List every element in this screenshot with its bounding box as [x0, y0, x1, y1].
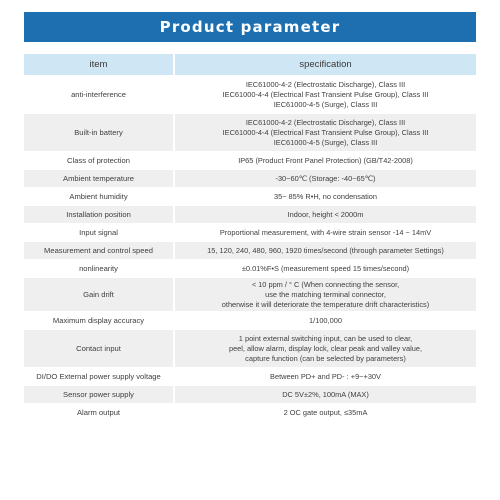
specification-line: 15, 120, 240, 480, 960, 1920 times/second (through parameter Settings): [207, 245, 444, 255]
specification-line: DC 5V±2%, 100mA (MAX): [282, 389, 369, 399]
table-row: [24, 312, 476, 330]
table-row: [24, 188, 476, 206]
specification-line: ±0.01%F•S (measurement speed 15 times/second): [241, 263, 410, 273]
item-cell: Alarm output: [24, 404, 174, 422]
specification-line: IEC61000-4-2 (Electrostatic Discharge), Class III: [245, 117, 406, 127]
item-cell: Input signal: [24, 224, 174, 242]
table-row: [24, 386, 476, 404]
item-cell: Contact input: [24, 330, 174, 368]
table-row: [24, 260, 476, 278]
specification-cell: [174, 170, 476, 188]
specification-line: capture function (can be selected by parameters): [245, 353, 406, 363]
table-row: [24, 76, 476, 114]
specification-line: IEC61000-4-5 (Surge), Class III: [273, 99, 378, 109]
item-cell: nonlinearity: [24, 260, 174, 278]
specification-line: < 10 ppm / ° C (When connecting the sensor,: [251, 279, 400, 289]
item-cell: Measurement and control speed: [24, 242, 174, 260]
specification-line: peel, allow alarm, display lock, clear peak and valley value,: [228, 343, 423, 353]
specification-line: IEC61000-4-5 (Surge), Class III: [273, 137, 378, 147]
specification-cell: [174, 404, 476, 422]
specification-cell: [174, 242, 476, 260]
specification-cell: [174, 330, 476, 368]
item-cell: Ambient humidity: [24, 188, 174, 206]
specification-cell: [174, 278, 476, 312]
item-cell: anti-interference: [24, 76, 174, 114]
specification-line: -30~60℃ (Storage: -40~65℃): [275, 173, 376, 183]
specification-cell: [174, 386, 476, 404]
specification-line: IEC61000-4-2 (Electrostatic Discharge), Class III: [245, 79, 406, 89]
item-cell: Installation position: [24, 206, 174, 224]
specification-line: Proportional measurement, with 4-wire strain sensor -14 ~ 14mV: [219, 227, 432, 237]
title-banner: [24, 12, 476, 42]
table-row: [24, 114, 476, 152]
item-cell: Maximum display accuracy: [24, 312, 174, 330]
table-row: [24, 170, 476, 188]
item-cell: Built-in battery: [24, 114, 174, 152]
specification-cell: [174, 368, 476, 386]
specification-line: IP65 (Product Front Panel Protection) (GB/T42-2008): [238, 155, 413, 165]
table-row: [24, 224, 476, 242]
table-header-row: [24, 54, 476, 76]
item-cell: Ambient temperature: [24, 170, 174, 188]
specification-line: IEC61000-4-4 (Electrical Fast Transient Pulse Group), Class III: [222, 127, 429, 137]
column-header-item: item: [24, 54, 174, 76]
item-cell: DI/DO External power supply voltage: [24, 368, 174, 386]
specification-cell: [174, 188, 476, 206]
table-row: [24, 242, 476, 260]
specification-cell: [174, 152, 476, 170]
specification-line: otherwise it will deteriorate the temperature drift characteristics): [221, 299, 430, 309]
table-row: [24, 206, 476, 224]
parameter-table: [24, 54, 476, 422]
item-cell: Gain drift: [24, 278, 174, 312]
specification-line: 1 point external switching input, can be used to clear,: [238, 333, 413, 343]
table-row: [24, 404, 476, 422]
item-cell: Sensor power supply: [24, 386, 174, 404]
specification-line: IEC61000-4-4 (Electrical Fast Transient Pulse Group), Class III: [222, 89, 429, 99]
specification-cell: [174, 260, 476, 278]
table-body: [24, 76, 476, 422]
specification-cell: [174, 206, 476, 224]
specification-cell: [174, 224, 476, 242]
specification-cell: [174, 114, 476, 152]
table-row: [24, 278, 476, 312]
table-row: [24, 152, 476, 170]
page-title: Product parameter: [159, 18, 341, 36]
specification-line: use the matching terminal connector,: [265, 289, 386, 299]
specification-line: 35~ 85% R•H, no condensation: [273, 191, 378, 201]
table-row: [24, 330, 476, 368]
specification-cell: [174, 76, 476, 114]
specification-line: Indoor, height < 2000m: [287, 209, 364, 219]
specification-cell: [174, 312, 476, 330]
table-row: [24, 368, 476, 386]
specification-line: 2 OC gate output, ≤35mA: [283, 407, 368, 417]
column-header-specification: specification: [174, 54, 476, 76]
specification-line: 1/100,000: [309, 315, 342, 325]
item-cell: Class of protection: [24, 152, 174, 170]
specification-line: Between PD+ and PD- : +9~+30V: [270, 371, 381, 381]
